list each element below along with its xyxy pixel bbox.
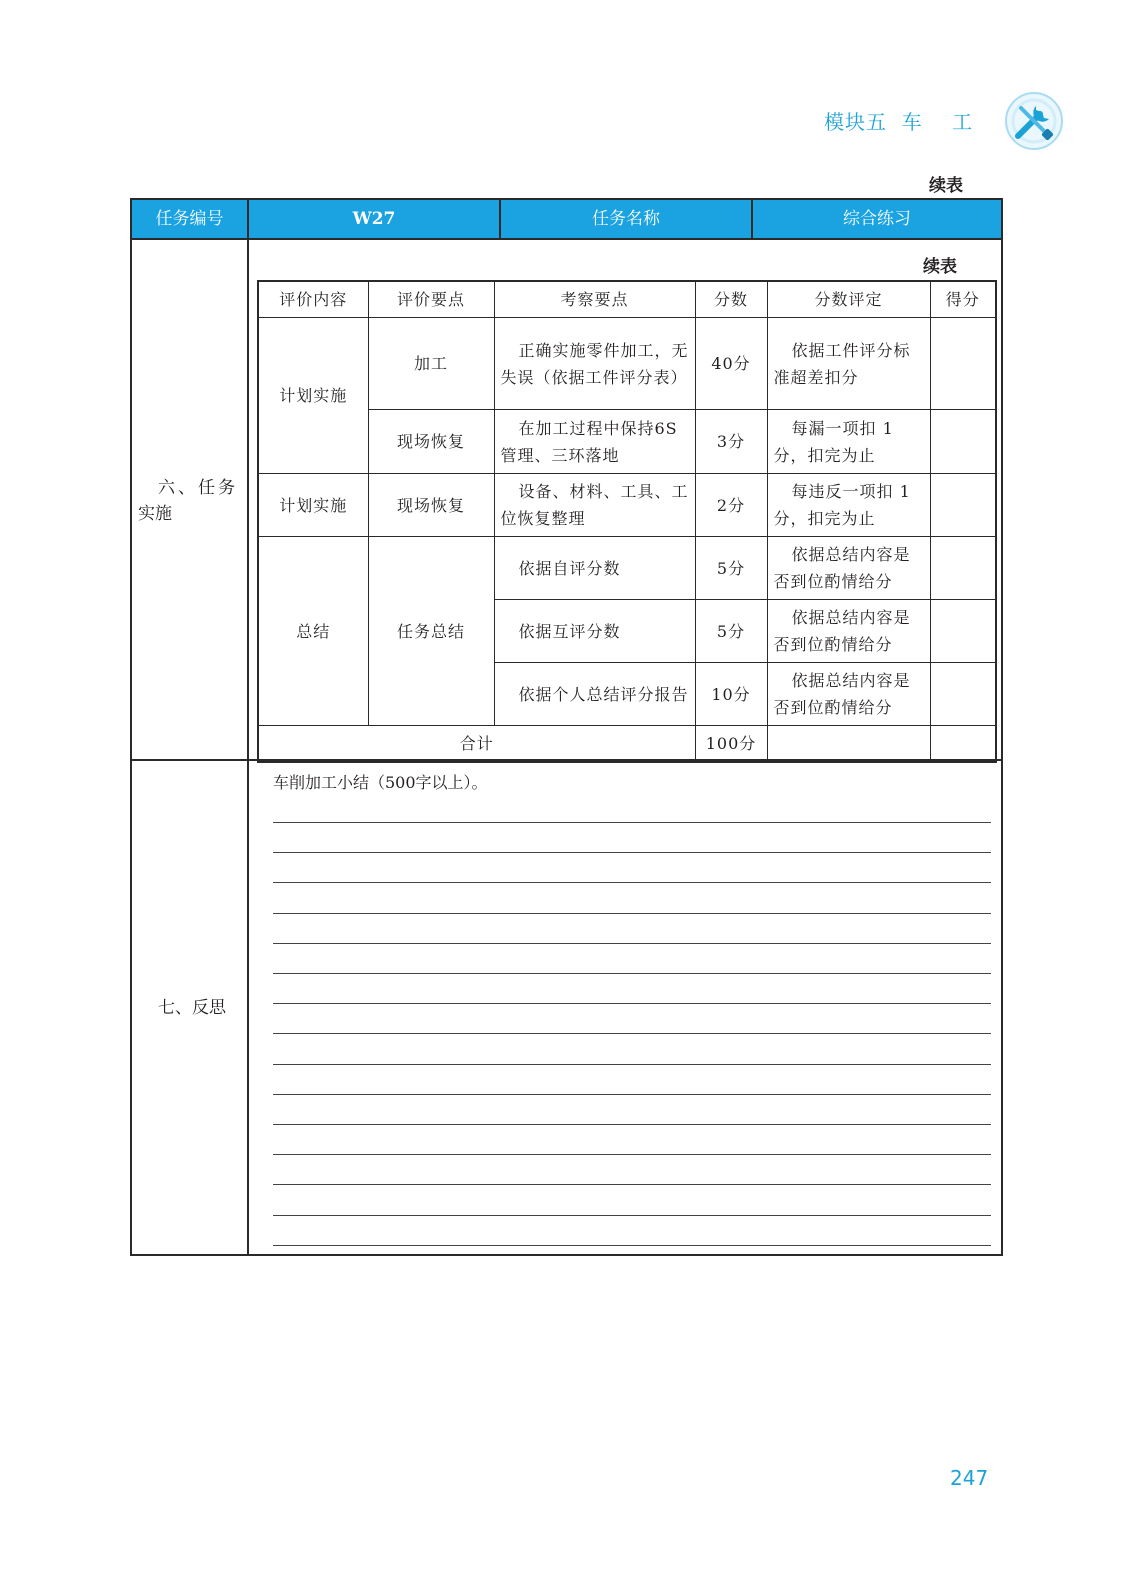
writing-line xyxy=(273,822,991,823)
writing-line xyxy=(273,1215,991,1216)
writing-line xyxy=(273,1003,991,1004)
score-cell: 2分 xyxy=(695,474,767,537)
got-cell[interactable] xyxy=(930,600,996,663)
writing-line xyxy=(273,1064,991,1065)
got-cell[interactable] xyxy=(930,474,996,537)
table-header-row xyxy=(258,281,996,318)
writing-line xyxy=(273,1094,991,1095)
rating-cell: 依据总结内容是否到位酌情给分 xyxy=(767,537,930,600)
point-cell: 现场恢复 xyxy=(368,410,494,474)
wrench-screwdriver-icon xyxy=(1003,90,1065,152)
header-cell: 分数评定 xyxy=(767,281,930,318)
check-cell: 依据个人总结评分报告 xyxy=(494,663,695,726)
check-cell: 依据自评分数 xyxy=(494,537,695,600)
writing-line xyxy=(273,1033,991,1034)
rating-cell: 每漏一项扣 1分，扣完为止 xyxy=(767,410,930,474)
header-cell: 评价要点 xyxy=(368,281,494,318)
check-cell: 正确实施零件加工，无失误（依据工件评分表） xyxy=(494,318,695,410)
score-cell: 10分 xyxy=(695,663,767,726)
task-name-label: 任务名称 xyxy=(592,209,660,229)
score-cell: 5分 xyxy=(695,537,767,600)
total-label: 合计 xyxy=(258,726,695,763)
table-row xyxy=(258,410,996,474)
header-cell: 分数 xyxy=(695,281,767,318)
rating-cell: 依据总结内容是否到位酌情给分 xyxy=(767,663,930,726)
writing-line xyxy=(273,973,991,974)
check-cell: 依据互评分数 xyxy=(494,600,695,663)
content-cell: 总结 xyxy=(258,537,368,726)
writing-line xyxy=(273,882,991,883)
writing-line xyxy=(273,1124,991,1125)
point-cell: 加工 xyxy=(368,318,494,410)
got-cell[interactable] xyxy=(930,318,996,410)
check-cell: 设备、材料、工具、工位恢复整理 xyxy=(494,474,695,537)
writing-line xyxy=(273,852,991,853)
point-cell: 现场恢复 xyxy=(368,474,494,537)
score-cell: 5分 xyxy=(695,600,767,663)
section-seven-label: 七、反思 xyxy=(158,998,226,1018)
evaluation-table xyxy=(257,280,997,763)
writing-line xyxy=(273,1154,991,1155)
rating-cell: 每违反一项扣 1分，扣完为止 xyxy=(767,474,930,537)
got-cell[interactable] xyxy=(930,537,996,600)
table-row xyxy=(258,537,996,600)
task-header-row xyxy=(132,200,1001,240)
total-score: 100分 xyxy=(695,726,767,763)
writing-line xyxy=(273,943,991,944)
score-cell: 3分 xyxy=(695,410,767,474)
score-cell: 40分 xyxy=(695,318,767,410)
rating-cell: 依据总结内容是否到位酌情给分 xyxy=(767,600,930,663)
section-six-label: 六、任务 实施 xyxy=(138,478,238,524)
continued-label: 续表 xyxy=(929,176,963,196)
task-number-value: W27 xyxy=(352,209,396,229)
point-cell: 任务总结 xyxy=(368,537,494,726)
content-cell: 计划实施 xyxy=(258,474,368,537)
reflection-prompt: 车削加工小结（500字以上）。 xyxy=(273,773,488,792)
rating-cell: 依据工件评分标准超差扣分 xyxy=(767,318,930,410)
header-cell: 评价内容 xyxy=(258,281,368,318)
writing-line xyxy=(273,1245,991,1246)
task-form xyxy=(130,198,1003,1256)
module-title: 模块五 车 工 xyxy=(824,110,974,134)
task-name-value: 综合练习 xyxy=(843,209,911,229)
writing-line xyxy=(273,1184,991,1185)
check-cell: 在加工过程中保持6S管理、三环落地 xyxy=(494,410,695,474)
got-cell[interactable] xyxy=(930,663,996,726)
header-cell: 考察要点 xyxy=(494,281,695,318)
total-got[interactable] xyxy=(930,726,996,763)
task-number-label: 任务编号 xyxy=(155,209,224,229)
table-row xyxy=(258,474,996,537)
writing-line xyxy=(273,913,991,914)
total-rating xyxy=(767,726,930,763)
got-cell[interactable] xyxy=(930,410,996,474)
page-number: 247 xyxy=(950,1466,989,1490)
inner-continued-label: 续表 xyxy=(923,257,957,277)
table-row xyxy=(258,318,996,410)
content-cell: 计划实施 xyxy=(258,318,368,474)
total-row xyxy=(258,726,996,763)
header-cell: 得分 xyxy=(930,281,996,318)
